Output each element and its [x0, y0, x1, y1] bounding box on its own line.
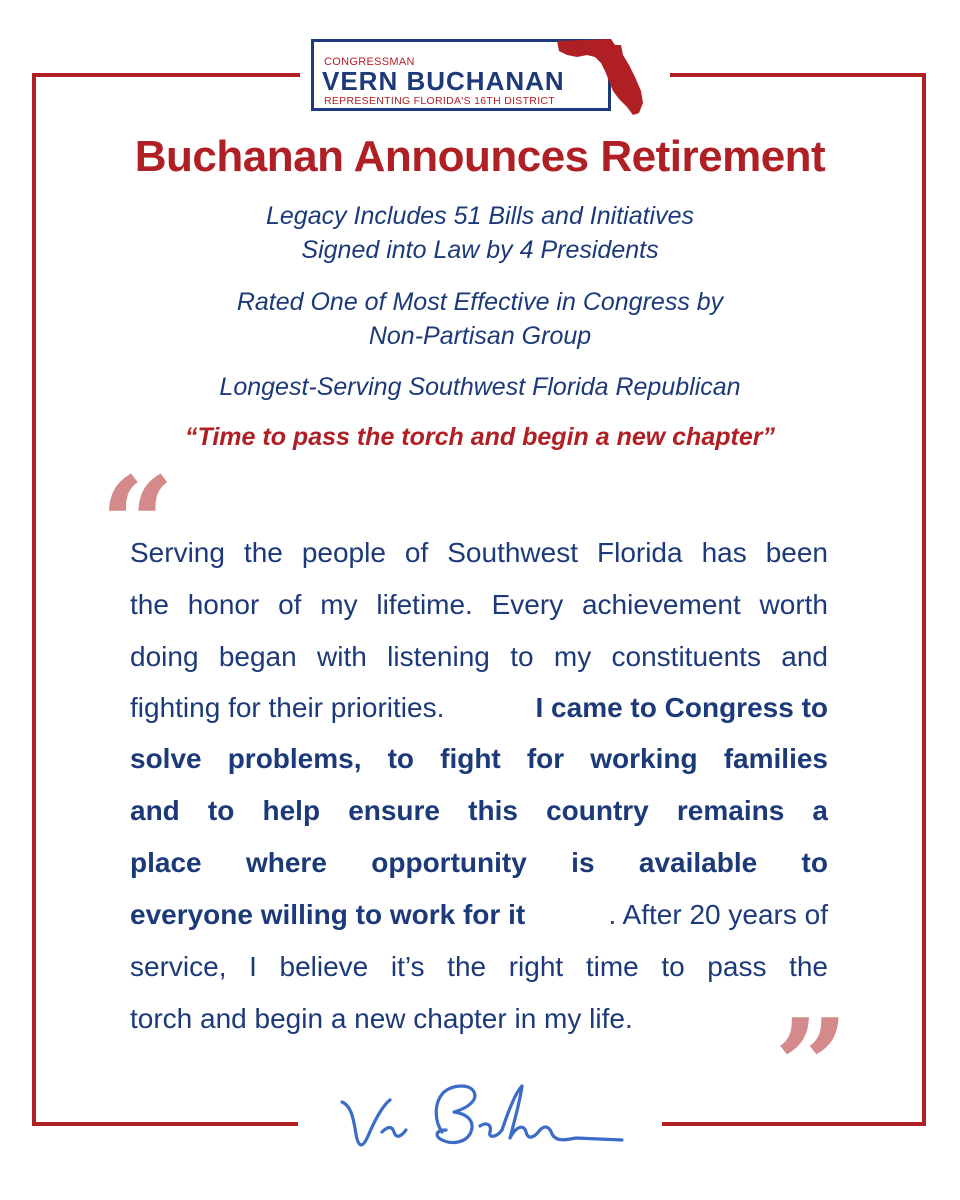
close-quote-mark: ”	[774, 990, 849, 1143]
subhead-legacy-line2: Signed into Law by 4 Presidents	[301, 236, 659, 264]
quote-text-regular: fighting for their priorities.	[130, 692, 445, 723]
quote-text-bold: everyone willing to work for it	[130, 899, 526, 930]
headline: Buchanan Announces Retirement	[134, 132, 826, 181]
quote-line: doing began with listening to my constituents and	[130, 641, 828, 672]
quote-line: service, I believe it’s the right time to pass the	[130, 951, 828, 982]
subhead-effective-line1: Rated One of Most Effective in Congress by	[236, 288, 724, 316]
open-quote-mark: “	[100, 448, 175, 601]
subhead-legacy-line1: Legacy Includes 51 Bills and Initiatives	[265, 202, 695, 230]
logo-name: VERN BUCHANAN	[322, 66, 565, 96]
signature-image	[330, 1072, 630, 1172]
subhead-effective-line2: Non-Partisan Group	[368, 322, 592, 350]
congressman-logo	[311, 37, 641, 117]
subhead-longest-serving: Longest-Serving Southwest Florida Republican	[219, 373, 741, 401]
quote-line	[130, 691, 828, 725]
quote-line-bold: solve problems, to fight for working families	[130, 743, 828, 774]
quote-line: the honor of my lifetime. Every achievement worth	[130, 589, 828, 620]
logo-district: REPRESENTING FLORIDA'S 16TH DISTRICT	[324, 95, 556, 107]
quote-line: torch and begin a new chapter in my life.	[130, 1003, 633, 1034]
quote-line-bold: place where opportunity is available to	[130, 847, 828, 878]
quote-text-regular: . After 20 years of	[608, 899, 828, 930]
tagline-quote: “Time to pass the torch and begin a new chapter”	[185, 423, 775, 451]
florida-map-icon	[549, 35, 649, 117]
quote-text-bold: I came to Congress to	[535, 692, 828, 723]
quote-line	[130, 898, 828, 932]
quote-line-bold: and to help ensure this country remains a	[130, 795, 828, 826]
quote-line: Serving the people of Southwest Florida has been	[130, 537, 828, 568]
logo-title: CONGRESSMAN	[324, 56, 415, 68]
